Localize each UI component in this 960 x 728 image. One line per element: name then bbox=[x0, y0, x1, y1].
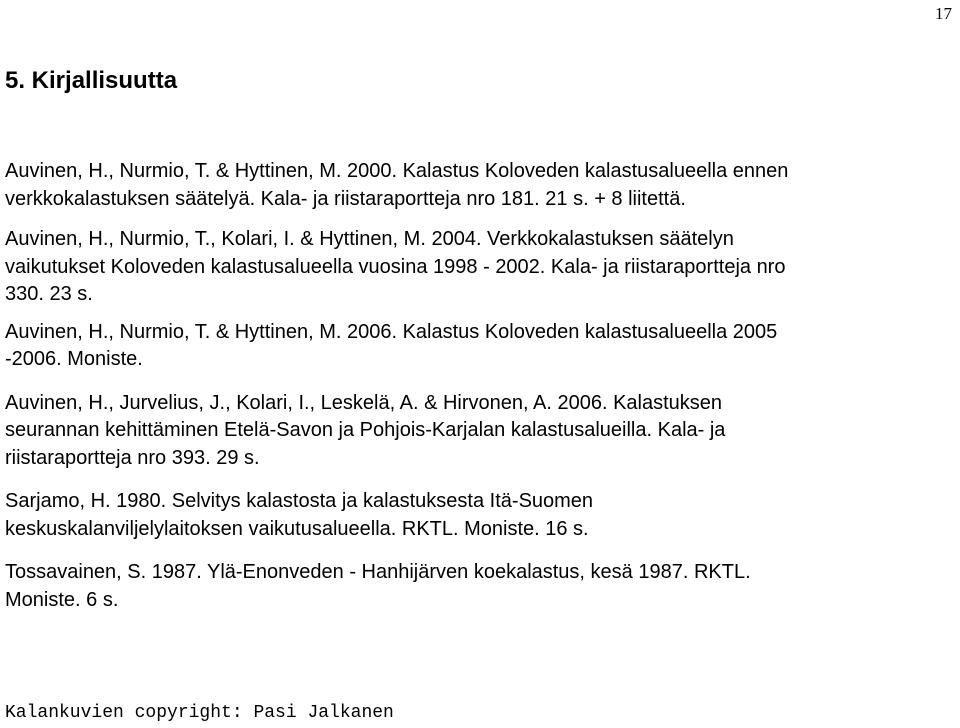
reference-line: Auvinen, H., Nurmio, T. & Hyttinen, M. 2000. Kalastus Koloveden kalastusalueella ennen bbox=[5, 160, 789, 182]
reference-line: Sarjamo, H. 1980. Selvitys kalastosta ja kalastuksesta Itä-Suomen bbox=[5, 490, 594, 512]
footer-credit: Kalankuvien copyright: Pasi Jalkanen bbox=[5, 703, 394, 723]
reference-line: seurannan kehittäminen Etelä-Savon ja Pohjois-Karjalan kalastusalueilla. Kala- ja bbox=[5, 419, 726, 441]
page-number: 17 bbox=[935, 4, 952, 23]
reference-item bbox=[5, 390, 945, 473]
reference-line: Tossavainen, S. 1987. Ylä-Enonveden - Hanhijärven koekalastus, kesä 1987. RKTL. bbox=[5, 561, 751, 583]
reference-line: Auvinen, H., Nurmio, T., Kolari, I. & Hyttinen, M. 2004. Verkkokalastuksen säätelyn bbox=[5, 228, 734, 250]
section-heading: 5. Kirjallisuutta bbox=[5, 67, 178, 94]
reference-item bbox=[5, 319, 945, 374]
reference-line: Moniste. 6 s. bbox=[5, 588, 119, 611]
reference-item bbox=[5, 488, 945, 543]
reference-line: keskuskalanviljelylaitoksen vaikutusalueella. RKTL. Moniste. 16 s. bbox=[5, 517, 589, 540]
reference-item bbox=[5, 158, 945, 213]
reference-line: verkkokalastuksen säätelyä. Kala- ja riistaraportteja nro 181. 21 s. + 8 liitettä. bbox=[5, 187, 686, 210]
reference-line: Auvinen, H., Jurvelius, J., Kolari, I., Leskelä, A. & Hirvonen, A. 2006. Kalastuksen bbox=[5, 391, 723, 414]
reference-line: 330. 23 s. bbox=[5, 283, 93, 305]
reference-line: Auvinen, H., Nurmio, T. & Hyttinen, M. 2006. Kalastus Koloveden kalastusalueella 2005 bbox=[5, 320, 778, 343]
reference-item bbox=[5, 226, 945, 309]
reference-line: riistaraportteja nro 393. 29 s. bbox=[5, 446, 260, 469]
reference-list bbox=[5, 158, 945, 626]
reference-line: vaikutukset Koloveden kalastusalueella vuosina 1998 - 2002. Kala- ja riistaraportteja nro bbox=[5, 255, 786, 278]
reference-item bbox=[5, 559, 945, 614]
reference-line: -2006. Moniste. bbox=[5, 348, 143, 370]
